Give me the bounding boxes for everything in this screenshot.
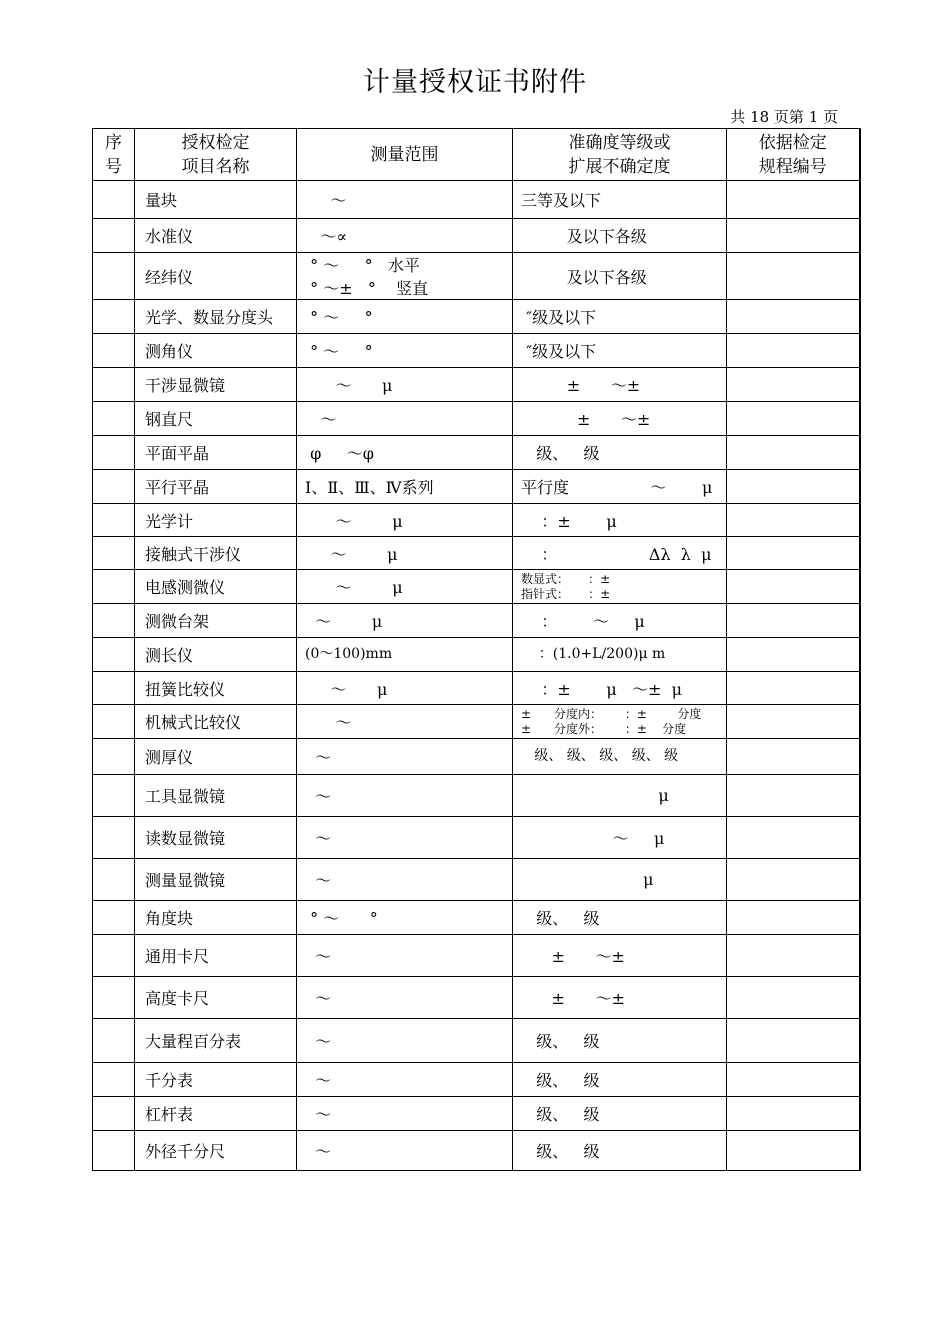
cell-seq [93,368,135,402]
table-row [93,219,860,253]
table-row [93,672,860,705]
cell-item-name: 杠杆表 [135,1097,297,1131]
table-row [93,570,860,604]
cell-item-name: 测厚仪 [135,739,297,775]
table-row [93,504,860,537]
cell-accuracy: 级、 级 [513,436,727,470]
cell-accuracy: μ [513,859,727,901]
table-row [93,901,860,935]
cell-item-name: 量块 [135,181,297,219]
cell-basis [727,470,860,504]
cell-seq [93,537,135,570]
cell-range: ～∝ [297,219,513,253]
table-row [93,470,860,504]
cell-seq [93,1063,135,1097]
cell-seq [93,334,135,368]
cell-accuracy: 级、 级、 级、 级、 级 [513,739,727,775]
table-row [93,537,860,570]
cell-accuracy: ：± μ [513,504,727,537]
table-row [93,402,860,436]
header-basis: 依据检定 规程编号 [727,129,860,181]
cell-seq [93,1097,135,1131]
table-row [93,705,860,739]
cell-item-name: 大量程百分表 [135,1019,297,1063]
cell-item-name: 测长仪 [135,638,297,672]
cell-basis [727,181,860,219]
table-row [93,1131,860,1171]
cell-basis [727,1019,860,1063]
cell-accuracy: 级、 级 [513,1019,727,1063]
cell-range: ～ [297,181,513,219]
cell-seq [93,604,135,638]
cell-accuracy: ～ μ [513,817,727,859]
cell-range: Ⅰ、Ⅱ、Ⅲ、Ⅳ系列 [297,470,513,504]
cell-item-name: 高度卡尺 [135,977,297,1019]
cell-item-name: 平行平晶 [135,470,297,504]
cell-basis [727,253,860,300]
cell-seq [93,1131,135,1171]
cell-item-name: 经纬仪 [135,253,297,300]
cell-range: ～ μ [297,504,513,537]
cell-range: ～ [297,977,513,1019]
cell-range: ～ [297,739,513,775]
cell-accuracy: ： ～ μ [513,604,727,638]
cell-seq [93,817,135,859]
cell-seq [93,470,135,504]
cell-range: ～ [297,705,513,739]
table-row [93,817,860,859]
cell-item-name: 测角仪 [135,334,297,368]
table-row [93,1063,860,1097]
cell-range: ～ μ [297,368,513,402]
cell-range: ～ [297,1063,513,1097]
cell-range: ～ μ [297,537,513,570]
cell-accuracy: ：± μ ～± μ [513,672,727,705]
cell-basis [727,739,860,775]
table-row [93,1097,860,1131]
cell-item-name: 扭簧比较仪 [135,672,297,705]
header-item: 授权检定 项目名称 [135,129,297,181]
cell-item-name: 测量显微镜 [135,859,297,901]
table-row [93,1019,860,1063]
cell-seq [93,1019,135,1063]
table-row [93,638,860,672]
cell-item-name: 千分表 [135,1063,297,1097]
page-title: 计量授权证书附件 [363,67,587,98]
cell-seq [93,672,135,705]
cell-seq [93,935,135,977]
cell-accuracy: ： Δλ λ μ [513,537,727,570]
cell-basis [727,901,860,935]
table-row [93,739,860,775]
cell-accuracy: ：(1.0+L/200)μ m [513,638,727,672]
cell-seq [93,775,135,817]
cell-seq [93,219,135,253]
table-row [93,436,860,470]
table-body [93,181,860,1171]
table-row [93,977,860,1019]
cell-range: ～ [297,1131,513,1171]
cell-range: ～ μ [297,604,513,638]
cell-range: ～ μ [297,570,513,604]
cell-item-name: 工具显微镜 [135,775,297,817]
cell-basis [727,935,860,977]
table-row [93,181,860,219]
cell-seq [93,638,135,672]
cell-basis [727,402,860,436]
cell-range: ～ [297,859,513,901]
cell-seq [93,402,135,436]
cell-accuracy: 级、 级 [513,1097,727,1131]
cell-basis [727,219,860,253]
cell-seq [93,253,135,300]
certificate-table [92,128,861,1171]
table-header-row [93,129,860,181]
cell-basis [727,300,860,334]
cell-accuracy: 及以下各级 [513,253,727,300]
cell-item-name: 平面平晶 [135,436,297,470]
cell-basis [727,537,860,570]
cell-range: ° ～ ° [297,300,513,334]
cell-seq [93,977,135,1019]
cell-range: ～ [297,402,513,436]
cell-accuracy: ± ～± [513,402,727,436]
cell-item-name: 角度块 [135,901,297,935]
cell-range: ～ μ [297,672,513,705]
cell-item-name: 光学、数显分度头 [135,300,297,334]
cell-item-name: 通用卡尺 [135,935,297,977]
cell-item-name: 电感测微仪 [135,570,297,604]
cell-item-name: 读数显微镜 [135,817,297,859]
cell-basis [727,775,860,817]
cell-seq [93,300,135,334]
cell-basis [727,570,860,604]
cell-basis [727,334,860,368]
cell-range: ～ [297,775,513,817]
cell-accuracy: 数显式： ：± 指针式： ：± [513,570,727,604]
cell-accuracy: ± ～± [513,935,727,977]
cell-basis [727,705,860,739]
cell-range: ° ～ ° [297,901,513,935]
cell-seq [93,739,135,775]
cell-basis [727,638,860,672]
page-counter: 共 18 页第 1 页 [730,108,838,126]
table-row [93,253,860,300]
table-row [93,604,860,638]
cell-accuracy: μ [513,775,727,817]
cell-range: ° ～ ° [297,334,513,368]
cell-accuracy: ± ～± [513,977,727,1019]
cell-item-name: 光学计 [135,504,297,537]
cell-accuracy: 级、 级 [513,1063,727,1097]
header-seq: 序 号 [93,129,135,181]
cell-item-name: 机械式比较仪 [135,705,297,739]
cell-basis [727,859,860,901]
table-row [93,775,860,817]
cell-item-name: 外径千分尺 [135,1131,297,1171]
cell-accuracy: 三等及以下 [513,181,727,219]
header-accuracy: 准确度等级或 扩展不确定度 [513,129,727,181]
cell-range: ° ～ ° 水平 ° ～± ° 竖直 [297,253,513,300]
cell-basis [727,1063,860,1097]
cell-basis [727,604,860,638]
cell-basis [727,977,860,1019]
cell-seq [93,181,135,219]
cell-range: ～ [297,1019,513,1063]
cell-item-name: 测微台架 [135,604,297,638]
cell-accuracy: ± 分度内： ：± 分度 ± 分度外： ：± 分度 [513,705,727,739]
table-row [93,334,860,368]
cell-accuracy: 级、 级 [513,1131,727,1171]
cell-accuracy: 级、 级 [513,901,727,935]
cell-basis [727,817,860,859]
cell-item-name: 接触式干涉仪 [135,537,297,570]
cell-item-name: 干涉显微镜 [135,368,297,402]
cell-seq [93,705,135,739]
cell-seq [93,570,135,604]
cell-range: ～ [297,817,513,859]
cell-basis [727,1131,860,1171]
cell-seq [93,859,135,901]
cell-accuracy: 及以下各级 [513,219,727,253]
cell-item-name: 水准仪 [135,219,297,253]
cell-accuracy: 平行度 ～ μ [513,470,727,504]
cell-seq [93,901,135,935]
cell-basis [727,504,860,537]
cell-accuracy: ± ～± [513,368,727,402]
cell-basis [727,1097,860,1131]
cell-accuracy: ″级及以下 [513,334,727,368]
cell-seq [93,436,135,470]
cell-basis [727,436,860,470]
cell-range: ～ [297,935,513,977]
cell-range: (0～100)mm [297,638,513,672]
cell-basis [727,672,860,705]
cell-range: φ ～φ [297,436,513,470]
table-row [93,300,860,334]
cell-seq [93,504,135,537]
cell-range: ～ [297,1097,513,1131]
header-range: 测量范围 [297,129,513,181]
table-row [93,859,860,901]
table-row [93,368,860,402]
table-row [93,935,860,977]
cell-accuracy: ″级及以下 [513,300,727,334]
cell-item-name: 钢直尺 [135,402,297,436]
cell-basis [727,368,860,402]
